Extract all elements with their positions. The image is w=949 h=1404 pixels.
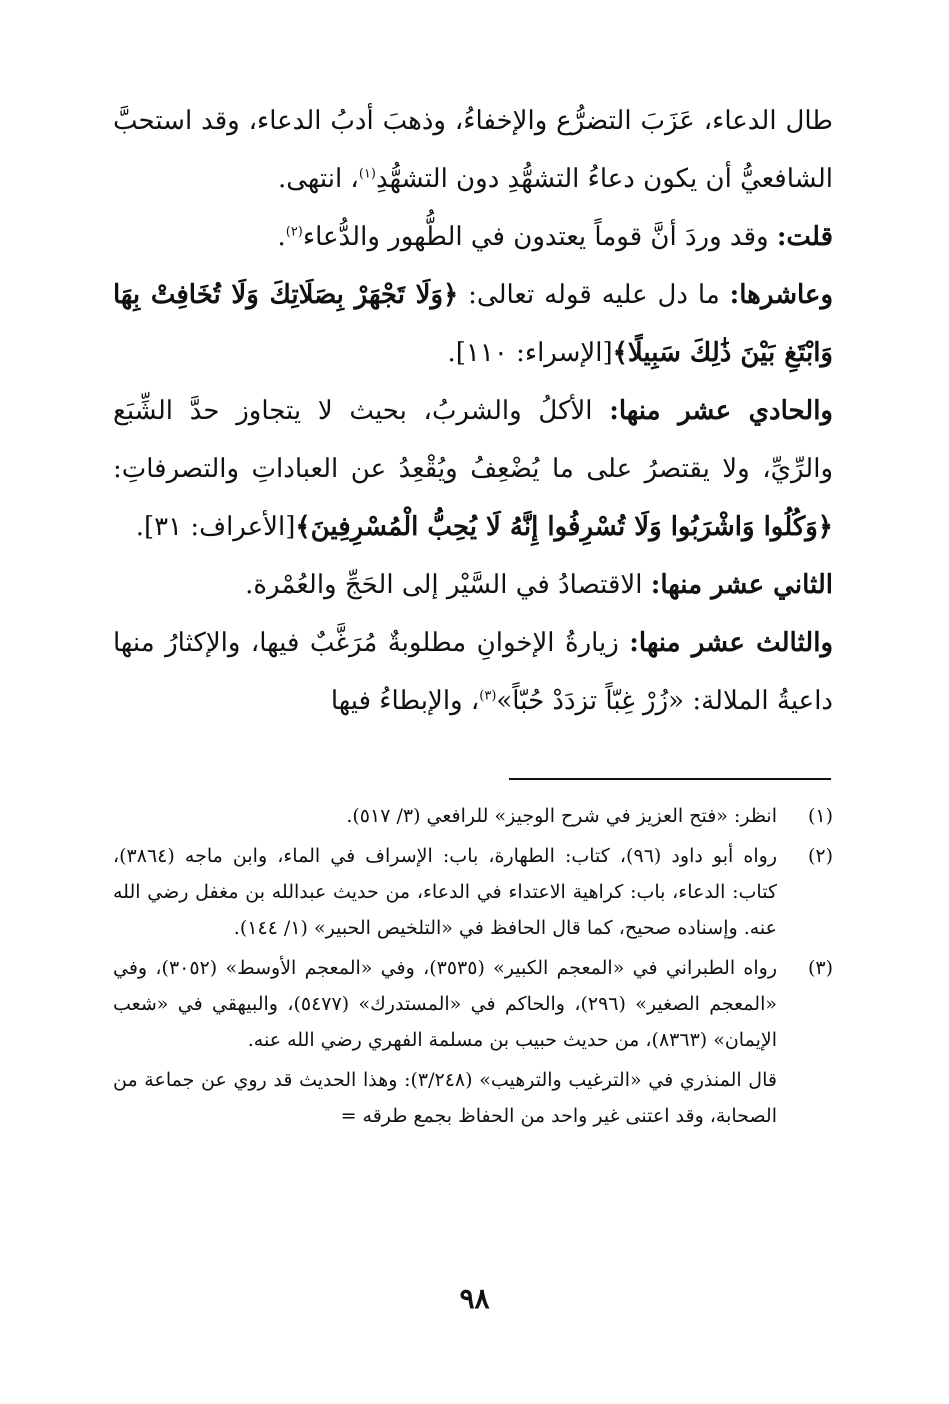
verse-citation: [الإسراء: ١١٠]. [447,338,613,368]
paragraph-3 [113,266,833,382]
main-text [113,92,833,730]
footnote-number: (٣) [807,957,833,979]
paragraph-lead: الثاني عشر منها: [650,570,833,600]
paragraph-text: طال الدعاء، عَزَبَ التضرُّع والإخفاءُ، وذهبَ أدبُ الدعاء، وقد استحبَّ الشافعيُّ أن يكون دعاءُ التشهُّدِ دون التشهُّدِ [113,106,833,194]
footnote-ref-2[interactable]: (٢) [285,224,303,240]
footnote-1 [113,798,833,834]
footnote-ref-3[interactable]: (٣) [479,688,497,704]
paragraph-1 [113,92,833,208]
paragraph-text: الأكلُ والشربُ، بحيث لا يتجاوز حدَّ الشِّبَع والرِّيِّ، ولا يقتصرُ على ما يُضْعِفُ ويُقْعِدُ عن العباداتِ والتصرفاتِ: [113,396,833,484]
paragraph-text: ، انتهى. [277,164,359,194]
footnote-divider [509,778,831,780]
footnote-3 [113,950,833,1058]
footnote-continuation: قال المنذري في «الترغيب والترهيب» (٣/٢٤٨): وهذا الحديث قد روي عن جماعة من الصحابة، وقد اعتنى غير واحد من الحفاظ بجمع طرقه = [113,1069,777,1127]
paragraph-text: وقد وردَ أنَّ قوماً يعتدون في الطُّهور والدُّعاء [302,222,777,252]
paragraph-text: الاقتصادُ في السَّيْر إلى الحَجِّ والعُمْرة. [245,570,651,600]
paragraph-text: ما دل عليه قوله تعالى: [458,280,730,310]
paragraph-lead: والثالث عشر منها: [629,628,834,658]
paragraph-text: زيارةُ الإخوانِ مطلوبةٌ مُرَغَّبٌ فيها، والإكثارُ منها داعيةُ الملالة: «زُرْ غِبّاً تزدَدْ حُبّاً» [113,628,833,716]
footnote-2 [113,838,833,946]
footnote-ref-1[interactable]: (١) [358,166,376,182]
footnote-number: (٢) [807,845,833,867]
paragraph-text: ، والإبطاءُ فيها [330,686,480,716]
page-number: ٩٨ [459,1282,490,1315]
paragraph-2 [113,208,833,266]
paragraph-lead: والحادي عشر منها: [609,396,833,426]
paragraph-text: . [277,222,286,252]
paragraph-6 [113,614,833,730]
footnote-text: رواه أبو داود (٩٦)، كتاب: الطهارة، باب: الإسراف في الماء، وابن ماجه (٣٨٦٤)، كتاب: الدعاء، باب: كراهية الاعتداء في الدعاء، من حديث عبدالله بن مغفل رضي الله عنه. وإسناده صحيح، كما قال الحافظ في «التلخيص الحبير» (١/ ١٤٤). [113,845,778,939]
verse-citation: [الأعراف: ٣١]. [135,512,296,542]
quran-verse: ﴿وَكُلُوا وَاشْرَبُوا وَلَا تُسْرِفُوا إِنَّهُ لَا يُحِبُّ الْمُسْرِفِينَ﴾ [295,512,833,542]
footnote-number: (١) [807,805,833,827]
footnotes [113,798,833,1134]
footnote-text: رواه الطبراني في «المعجم الكبير» (٣٥٣٥)، وفي «المعجم الأوسط» (٣٠٥٢)، وفي «المعجم الصغير» (٢٩٦)، والحاكم في «المستدرك» (٥٤٧٧)، والبيهقي في «شعب الإيمان» (٨٣٦٣)، من حديث حبيب بن مسلمة الفهري رضي الله عنه. [113,957,777,1051]
quran-verse: ﴿وَلَا تَجْهَرْ بِصَلَاتِكَ وَلَا تُخَافِتْ بِهَا وَابْتَغِ بَيْنَ ذَٰلِكَ سَبِيلًا﴾ [113,280,833,368]
footnote-text: انظر: «فتح العزيز في شرح الوجيز» للرافعي (٣/ ٥١٧). [346,805,777,827]
paragraph-lead: قلت: [776,222,833,252]
paragraph-5 [113,556,833,614]
paragraph-4 [113,382,833,556]
paragraph-lead: وعاشرها: [729,280,833,310]
